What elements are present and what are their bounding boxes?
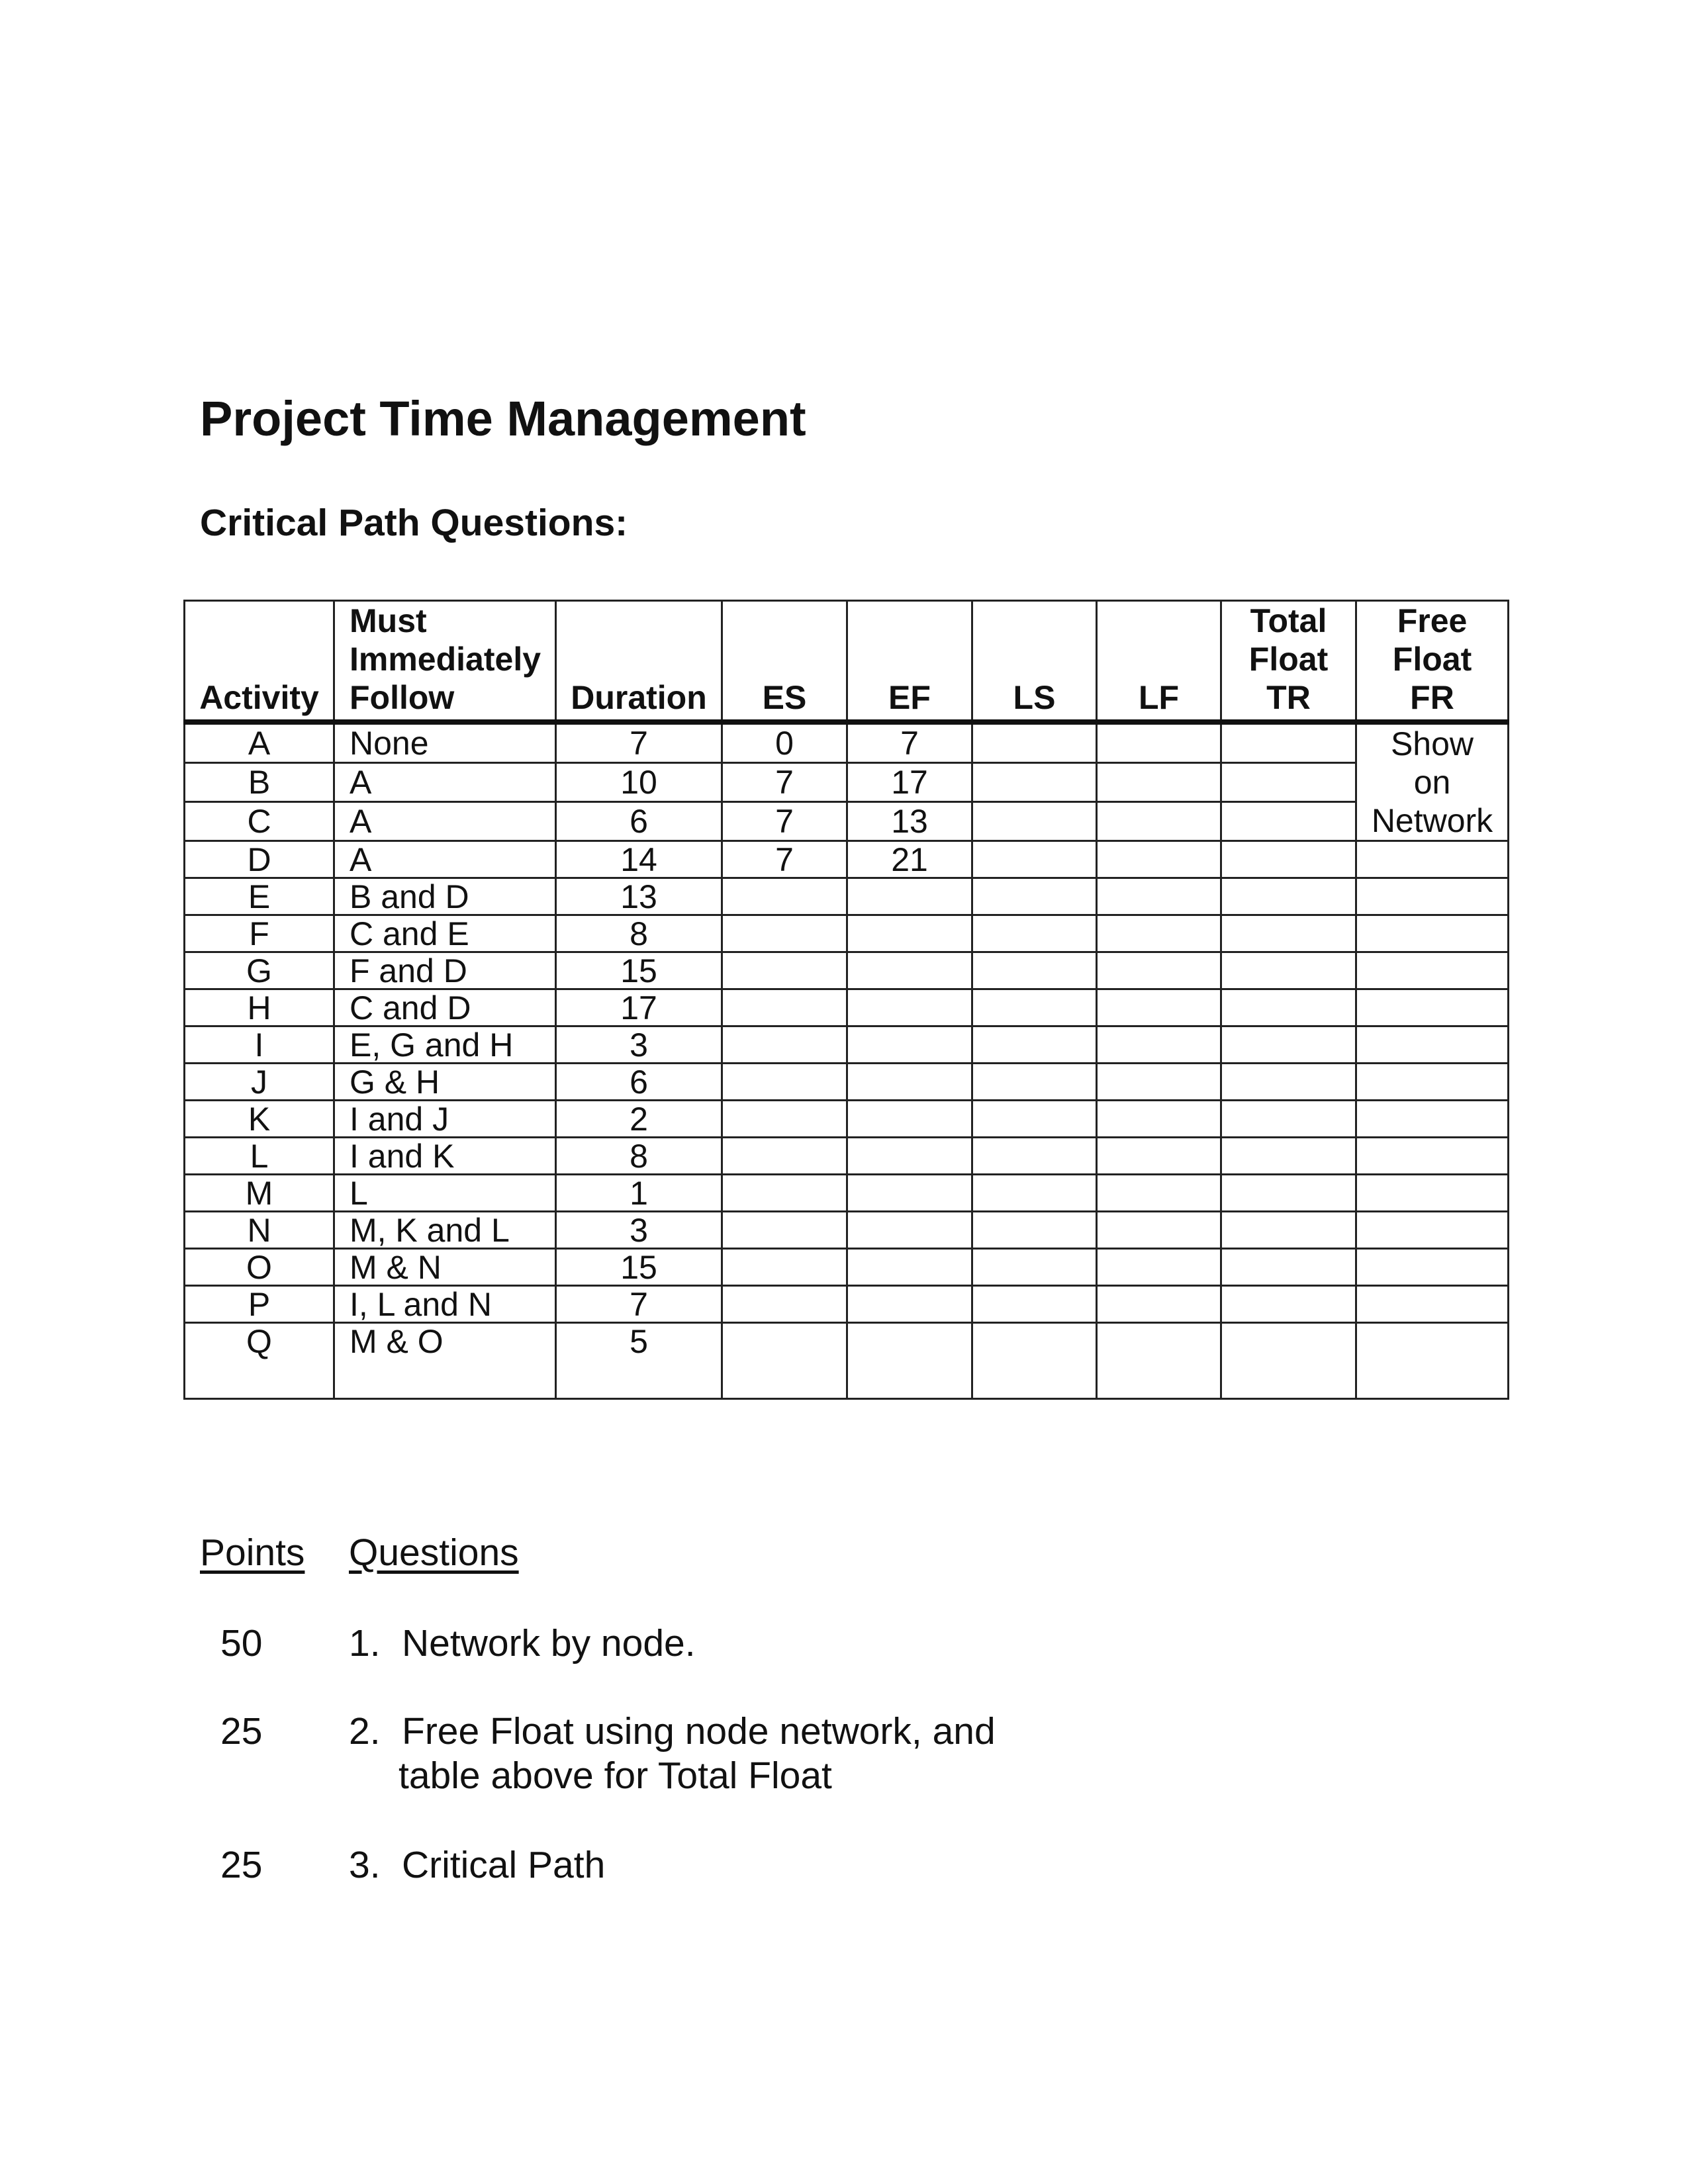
lf-cell bbox=[1097, 878, 1221, 915]
header-total-float-line: Float bbox=[1248, 641, 1329, 678]
follow-cell: A bbox=[334, 841, 556, 878]
total-float-cell bbox=[1221, 1064, 1356, 1101]
ef-cell: 21 bbox=[847, 841, 972, 878]
ls-cell bbox=[972, 722, 1097, 763]
es-cell bbox=[722, 915, 847, 952]
section-subtitle: Critical Path Questions: bbox=[200, 502, 628, 544]
ls-cell bbox=[972, 1249, 1097, 1286]
free-float-cell bbox=[1356, 1175, 1509, 1212]
ls-cell bbox=[972, 1064, 1097, 1101]
follow-cell: I, L and N bbox=[334, 1286, 556, 1323]
header-total-float-line: Total bbox=[1250, 602, 1327, 639]
activity-cell: E bbox=[185, 878, 334, 915]
duration-cell: 7 bbox=[556, 722, 722, 763]
es-cell: 7 bbox=[722, 763, 847, 802]
question-text: Free Float using node network, and bbox=[402, 1710, 996, 1752]
question-item bbox=[349, 1622, 696, 1664]
duration-cell: 7 bbox=[556, 1286, 722, 1323]
activity-cell: H bbox=[185, 989, 334, 1026]
duration-cell: 3 bbox=[556, 1026, 722, 1064]
ls-cell bbox=[972, 1286, 1097, 1323]
follow-cell: M & O bbox=[334, 1323, 556, 1399]
question-text: Critical Path bbox=[402, 1844, 606, 1886]
free-float-note-line: Network bbox=[1371, 802, 1493, 839]
header-follow-line: Must bbox=[350, 602, 427, 639]
duration-cell: 6 bbox=[556, 802, 722, 841]
ef-cell: 17 bbox=[847, 763, 972, 802]
total-float-cell bbox=[1221, 1286, 1356, 1323]
table-row bbox=[185, 1249, 1509, 1286]
table-row bbox=[185, 878, 1509, 915]
follow-cell: C and E bbox=[334, 915, 556, 952]
ls-cell bbox=[972, 878, 1097, 915]
duration-cell: 15 bbox=[556, 1249, 722, 1286]
ls-cell bbox=[972, 763, 1097, 802]
activity-cell: B bbox=[185, 763, 334, 802]
question-text: Network by node. bbox=[402, 1622, 696, 1664]
lf-cell bbox=[1097, 841, 1221, 878]
lf-cell bbox=[1097, 1064, 1221, 1101]
follow-cell: E, G and H bbox=[334, 1026, 556, 1064]
total-float-cell bbox=[1221, 1026, 1356, 1064]
total-float-cell bbox=[1221, 1323, 1356, 1399]
ls-cell bbox=[972, 802, 1097, 841]
table-row bbox=[185, 1212, 1509, 1249]
es-cell: 7 bbox=[722, 802, 847, 841]
table-row bbox=[185, 1175, 1509, 1212]
ef-cell bbox=[847, 878, 972, 915]
es-cell bbox=[722, 1286, 847, 1323]
lf-cell bbox=[1097, 802, 1221, 841]
question-item bbox=[349, 1710, 996, 1752]
duration-cell: 13 bbox=[556, 878, 722, 915]
follow-cell: M & N bbox=[334, 1249, 556, 1286]
activity-cell: P bbox=[185, 1286, 334, 1323]
total-float-cell bbox=[1221, 952, 1356, 989]
ef-cell bbox=[847, 1064, 972, 1101]
question-points: 25 bbox=[220, 1710, 263, 1752]
page-title: Project Time Management bbox=[200, 391, 806, 446]
header-total-float bbox=[1221, 601, 1356, 723]
ef-cell bbox=[847, 1212, 972, 1249]
es-cell bbox=[722, 989, 847, 1026]
es-cell: 0 bbox=[722, 722, 847, 763]
total-float-cell bbox=[1221, 1101, 1356, 1138]
points-header: Points bbox=[200, 1531, 305, 1574]
duration-cell: 8 bbox=[556, 1138, 722, 1175]
ls-cell bbox=[972, 841, 1097, 878]
table-row bbox=[185, 1101, 1509, 1138]
free-float-note-line: on bbox=[1413, 764, 1451, 801]
ls-cell bbox=[972, 1138, 1097, 1175]
es-cell bbox=[722, 1212, 847, 1249]
free-float-cell bbox=[1356, 1212, 1509, 1249]
table-row bbox=[185, 1064, 1509, 1101]
duration-cell: 6 bbox=[556, 1064, 722, 1101]
activity-cell: L bbox=[185, 1138, 334, 1175]
header-follow-line: Follow bbox=[350, 679, 455, 716]
total-float-cell bbox=[1221, 722, 1356, 763]
ls-cell bbox=[972, 989, 1097, 1026]
duration-cell: 17 bbox=[556, 989, 722, 1026]
total-float-cell bbox=[1221, 915, 1356, 952]
es-cell bbox=[722, 1323, 847, 1399]
question-points: 50 bbox=[220, 1622, 263, 1664]
header-duration: Duration bbox=[556, 601, 722, 723]
follow-cell: B and D bbox=[334, 878, 556, 915]
table-row bbox=[185, 1026, 1509, 1064]
free-float-note-line: Show bbox=[1390, 725, 1474, 762]
ls-cell bbox=[972, 1026, 1097, 1064]
duration-cell: 10 bbox=[556, 763, 722, 802]
ls-cell bbox=[972, 952, 1097, 989]
free-float-cell bbox=[1356, 1249, 1509, 1286]
activity-cell: O bbox=[185, 1249, 334, 1286]
activity-cell: K bbox=[185, 1101, 334, 1138]
duration-cell: 14 bbox=[556, 841, 722, 878]
follow-cell: L bbox=[334, 1175, 556, 1212]
es-cell bbox=[722, 1249, 847, 1286]
table-row bbox=[185, 1286, 1509, 1323]
ef-cell bbox=[847, 989, 972, 1026]
lf-cell bbox=[1097, 1101, 1221, 1138]
total-float-cell bbox=[1221, 1212, 1356, 1249]
header-free-float-line: FR bbox=[1410, 679, 1454, 716]
follow-cell: I and K bbox=[334, 1138, 556, 1175]
lf-cell bbox=[1097, 1323, 1221, 1399]
es-cell bbox=[722, 1175, 847, 1212]
free-float-cell bbox=[1356, 878, 1509, 915]
question-number: 2. bbox=[349, 1710, 381, 1752]
header-total-float-line: TR bbox=[1266, 679, 1311, 716]
es-cell: 7 bbox=[722, 841, 847, 878]
activity-cell: A bbox=[185, 722, 334, 763]
lf-cell bbox=[1097, 1175, 1221, 1212]
free-float-note-cell bbox=[1356, 722, 1509, 841]
duration-cell: 5 bbox=[556, 1323, 722, 1399]
header-free-float-line: Free bbox=[1397, 602, 1468, 639]
header-follow-line: Immediately bbox=[350, 641, 541, 678]
es-cell bbox=[722, 1138, 847, 1175]
header-lf: LF bbox=[1097, 601, 1221, 723]
table-row bbox=[185, 989, 1509, 1026]
header-es: ES bbox=[722, 601, 847, 723]
free-float-cell bbox=[1356, 1138, 1509, 1175]
header-must-immediately-follow bbox=[334, 601, 556, 723]
question-number: 3. bbox=[349, 1844, 381, 1886]
free-float-cell bbox=[1356, 915, 1509, 952]
ef-cell bbox=[847, 1138, 972, 1175]
es-cell bbox=[722, 878, 847, 915]
free-float-cell bbox=[1356, 1101, 1509, 1138]
lf-cell bbox=[1097, 1026, 1221, 1064]
free-float-cell bbox=[1356, 1286, 1509, 1323]
critical-path-table bbox=[183, 600, 1509, 1400]
free-float-cell bbox=[1356, 1064, 1509, 1101]
duration-cell: 15 bbox=[556, 952, 722, 989]
ls-cell bbox=[972, 915, 1097, 952]
free-float-cell bbox=[1356, 1323, 1509, 1399]
ef-cell bbox=[847, 1249, 972, 1286]
free-float-cell bbox=[1356, 841, 1509, 878]
ef-cell bbox=[847, 915, 972, 952]
lf-cell bbox=[1097, 722, 1221, 763]
activity-cell: N bbox=[185, 1212, 334, 1249]
total-float-cell bbox=[1221, 1249, 1356, 1286]
total-float-cell bbox=[1221, 802, 1356, 841]
question-number: 1. bbox=[349, 1622, 381, 1664]
total-float-cell bbox=[1221, 989, 1356, 1026]
table-row bbox=[185, 763, 1509, 802]
ef-cell bbox=[847, 1101, 972, 1138]
total-float-cell bbox=[1221, 1138, 1356, 1175]
total-float-cell bbox=[1221, 763, 1356, 802]
lf-cell bbox=[1097, 952, 1221, 989]
lf-cell bbox=[1097, 1249, 1221, 1286]
follow-cell: A bbox=[334, 763, 556, 802]
ef-cell: 13 bbox=[847, 802, 972, 841]
follow-cell: M, K and L bbox=[334, 1212, 556, 1249]
table-row bbox=[185, 915, 1509, 952]
es-cell bbox=[722, 952, 847, 989]
ls-cell bbox=[972, 1323, 1097, 1399]
activity-cell: D bbox=[185, 841, 334, 878]
free-float-cell bbox=[1356, 989, 1509, 1026]
duration-cell: 8 bbox=[556, 915, 722, 952]
ls-cell bbox=[972, 1212, 1097, 1249]
lf-cell bbox=[1097, 1286, 1221, 1323]
questions-header: Questions bbox=[349, 1531, 519, 1574]
ef-cell bbox=[847, 1323, 972, 1399]
question-points: 25 bbox=[220, 1844, 263, 1886]
header-free-float bbox=[1356, 601, 1509, 723]
follow-cell: None bbox=[334, 722, 556, 763]
table-row bbox=[185, 722, 1509, 763]
lf-cell bbox=[1097, 915, 1221, 952]
ef-cell bbox=[847, 952, 972, 989]
free-float-cell bbox=[1356, 952, 1509, 989]
follow-cell: I and J bbox=[334, 1101, 556, 1138]
table-header-row bbox=[185, 601, 1509, 723]
es-cell bbox=[722, 1026, 847, 1064]
duration-cell: 2 bbox=[556, 1101, 722, 1138]
header-ls: LS bbox=[972, 601, 1097, 723]
lf-cell bbox=[1097, 763, 1221, 802]
activity-cell: I bbox=[185, 1026, 334, 1064]
header-free-float-line: Float bbox=[1392, 641, 1472, 678]
header-activity: Activity bbox=[185, 601, 334, 723]
total-float-cell bbox=[1221, 878, 1356, 915]
es-cell bbox=[722, 1101, 847, 1138]
free-float-cell bbox=[1356, 1026, 1509, 1064]
total-float-cell bbox=[1221, 841, 1356, 878]
question-item bbox=[349, 1846, 605, 1884]
lf-cell bbox=[1097, 1212, 1221, 1249]
lf-cell bbox=[1097, 1138, 1221, 1175]
ls-cell bbox=[972, 1175, 1097, 1212]
lf-cell bbox=[1097, 989, 1221, 1026]
follow-cell: F and D bbox=[334, 952, 556, 989]
header-ef: EF bbox=[847, 601, 972, 723]
follow-cell: C and D bbox=[334, 989, 556, 1026]
activity-cell: M bbox=[185, 1175, 334, 1212]
activity-cell: C bbox=[185, 802, 334, 841]
es-cell bbox=[722, 1064, 847, 1101]
question-continuation: table above for Total Float bbox=[399, 1754, 832, 1797]
table-row bbox=[185, 841, 1509, 878]
ef-cell: 7 bbox=[847, 722, 972, 763]
activity-cell: G bbox=[185, 952, 334, 989]
table-row bbox=[185, 952, 1509, 989]
activity-cell: Q bbox=[185, 1323, 334, 1399]
ef-cell bbox=[847, 1026, 972, 1064]
table-row bbox=[185, 1323, 1509, 1399]
follow-cell: G & H bbox=[334, 1064, 556, 1101]
ef-cell bbox=[847, 1175, 972, 1212]
ls-cell bbox=[972, 1101, 1097, 1138]
duration-cell: 1 bbox=[556, 1175, 722, 1212]
ef-cell bbox=[847, 1286, 972, 1323]
activity-cell: J bbox=[185, 1064, 334, 1101]
follow-cell: A bbox=[334, 802, 556, 841]
activity-cell: F bbox=[185, 915, 334, 952]
duration-cell: 3 bbox=[556, 1212, 722, 1249]
total-float-cell bbox=[1221, 1175, 1356, 1212]
table-row bbox=[185, 1138, 1509, 1175]
table-row bbox=[185, 802, 1509, 841]
